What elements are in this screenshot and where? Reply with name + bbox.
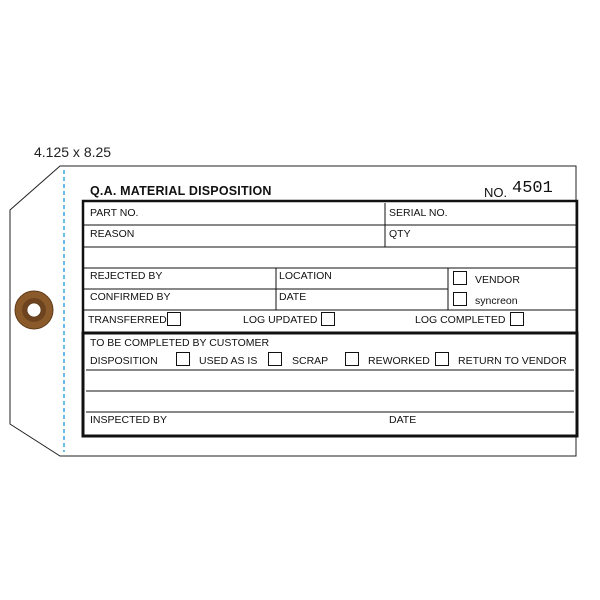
vendor-checkbox[interactable] [453, 271, 467, 285]
inspection-date-label: DATE [389, 414, 417, 426]
customer-heading: TO BE COMPLETED BY CUSTOMER [90, 337, 270, 349]
serial-number-value: 4501 [512, 179, 553, 198]
rejected-by-label: REJECTED BY [90, 270, 163, 282]
syncreon-label: syncreon [475, 295, 518, 307]
transferred-label: TRANSFERRED [88, 314, 167, 326]
inspected-by-label: INSPECTED BY [90, 414, 168, 426]
disposition-label: DISPOSITION [90, 355, 158, 367]
reason-label: REASON [90, 228, 135, 240]
serial-no-label: SERIAL NO. [389, 207, 448, 219]
used-as-is-checkbox[interactable] [176, 352, 190, 366]
tag-size-label: 4.125 x 8.25 [34, 144, 112, 160]
confirmed-by-label: CONFIRMED BY [90, 291, 171, 303]
used-as-is-label: USED AS IS [199, 355, 258, 367]
reworked-checkbox[interactable] [345, 352, 359, 366]
return-to-vendor-checkbox[interactable] [435, 352, 449, 366]
log-completed-checkbox[interactable] [510, 312, 524, 326]
vendor-label: VENDOR [475, 274, 520, 286]
tag-title: Q.A. MATERIAL DISPOSITION [90, 184, 272, 198]
log-completed-label: LOG COMPLETED [415, 314, 506, 326]
return-to-vendor-label: RETURN TO VENDOR [458, 355, 567, 367]
part-no-label: PART NO. [90, 207, 139, 219]
syncreon-checkbox[interactable] [453, 292, 467, 306]
log-updated-label: LOG UPDATED [243, 314, 318, 326]
number-label: NO. [484, 185, 508, 200]
log-updated-checkbox[interactable] [321, 312, 335, 326]
qty-label: QTY [389, 228, 411, 240]
grommet-icon [15, 291, 53, 329]
transferred-checkbox[interactable] [167, 312, 181, 326]
scrap-label: SCRAP [292, 355, 329, 367]
scrap-checkbox[interactable] [268, 352, 282, 366]
date-label: DATE [279, 291, 307, 303]
location-label: LOCATION [279, 270, 332, 282]
reworked-label: REWORKED [368, 355, 430, 367]
